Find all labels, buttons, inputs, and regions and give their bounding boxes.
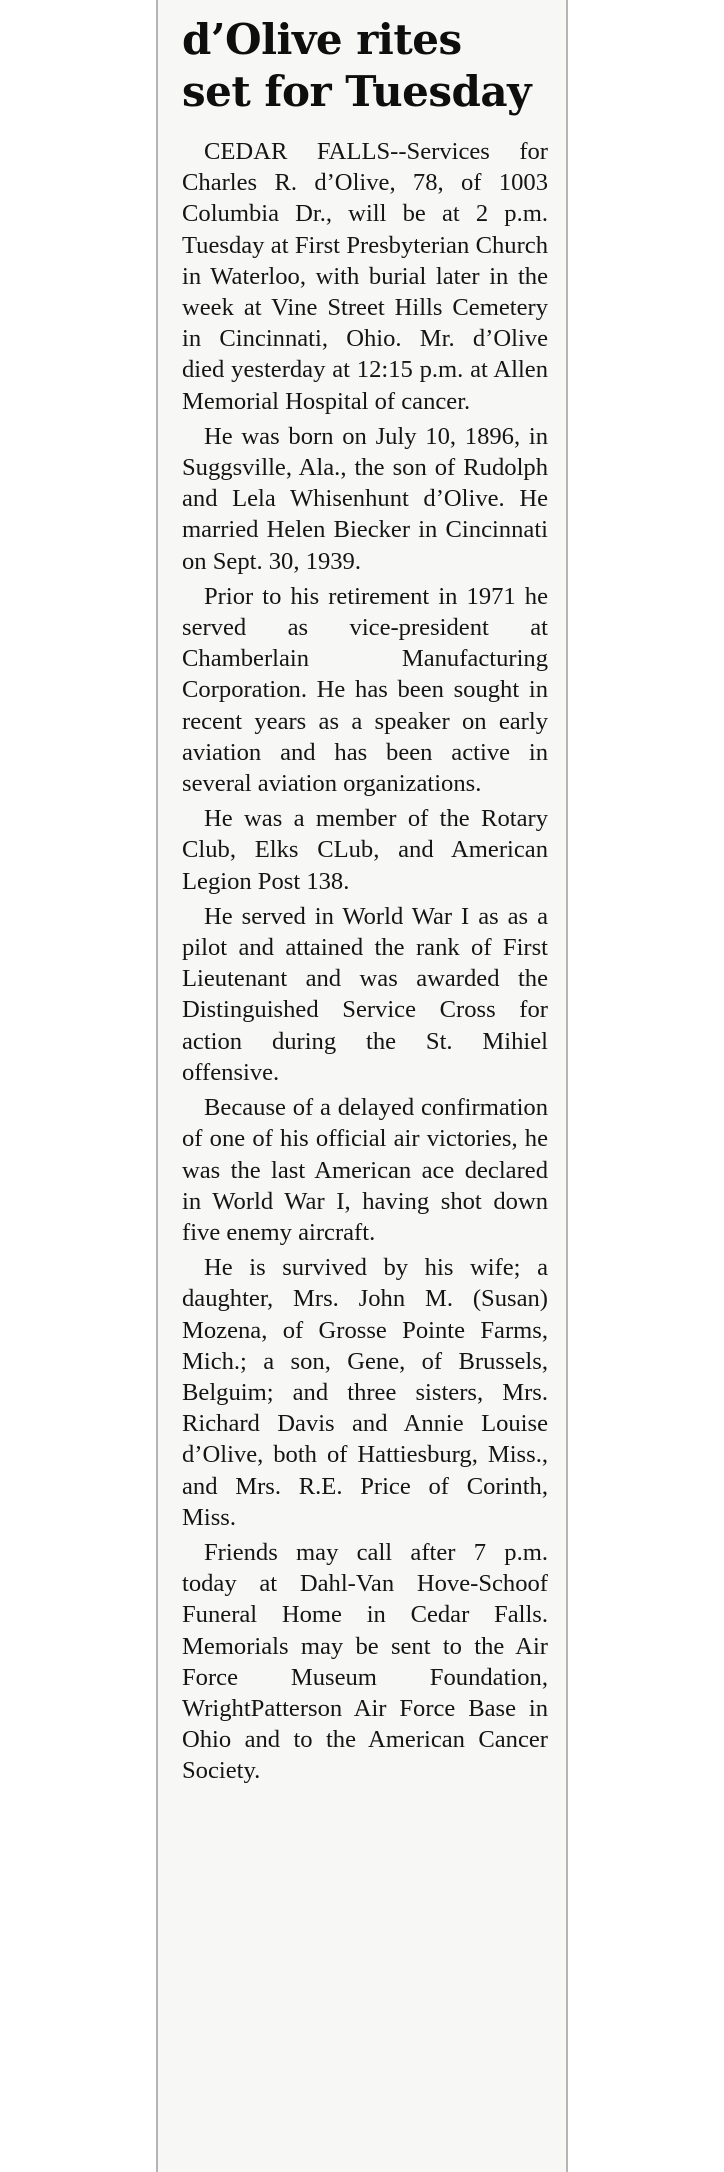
paragraph-survivors: He is survived by his wife; a daughter, Mrs. John M. (Susan) Mozena, of Grosse Pointe Farms, Mich.; a son, Gene, of Brussels, Belguim; and three sisters, Mrs. Richard Davis and Annie Louise d’Olive, both of Hattiesburg, Miss., and Mrs. R.E. Price of Corinth, Miss. (182, 1254, 548, 1531)
paragraph-memberships: He was a member of the Rotary Club, Elks CLub, and American Legion Post 138. (182, 805, 548, 895)
headline-line-1: d’Olive rites (182, 15, 462, 64)
paragraph-memorials: Friends may call after 7 p.m. today at Dahl-Van Hove-Schoof Funeral Home in Cedar Falls. Memorials may be sent to the Air Force Museum Foundation, WrightPatterson Air Force Base in Ohio and to the American Cancer Society. (182, 1538, 548, 1785)
paragraph-career: Prior to his retirement in 1971 he served as vice-president at Chamberlain Manufacturing Corporation. He has been sought in recent years as a speaker on early aviation and has been active in several aviation organizations. (182, 582, 548, 798)
paragraph-services: CEDAR FALLS--Services for Charles R. d’Olive, 78, of 1003 Columbia Dr., will be at 2 p.m. Tuesday at First Presbyterian Church in Waterloo, with burial later in the week at Vine Street Hills Cemetery in Cincinnati, Ohio. Mr. d’Olive died yesterday at 12:15 p.m. at Allen Memorial Hospital of cancer. (182, 138, 548, 415)
clipping-right-border (566, 0, 568, 2172)
paragraph-air-victories: Because of a delayed confirmation of one of his official air victories, he was the last American ace declared in World War I, having shot down five enemy aircraft. (182, 1094, 548, 1246)
paragraph-military-service: He served in World War I as as a pilot and attained the rank of First Lieutenant and was awarded the Distinguished Service Cross for action during the St. Mihiel offensive. (182, 902, 548, 1086)
headline-line-2: set for Tuesday (182, 67, 532, 116)
paragraph-birth: He was born on July 10, 1896, in Suggsville, Ala., the son of Rudolph and Lela Whisenhunt d’Olive. He married Helen Biecker in Cincinnati on Sept. 30, 1939. (182, 422, 548, 575)
obituary-article (182, 14, 548, 1791)
headline (182, 14, 548, 118)
newspaper-clipping (158, 0, 566, 2172)
